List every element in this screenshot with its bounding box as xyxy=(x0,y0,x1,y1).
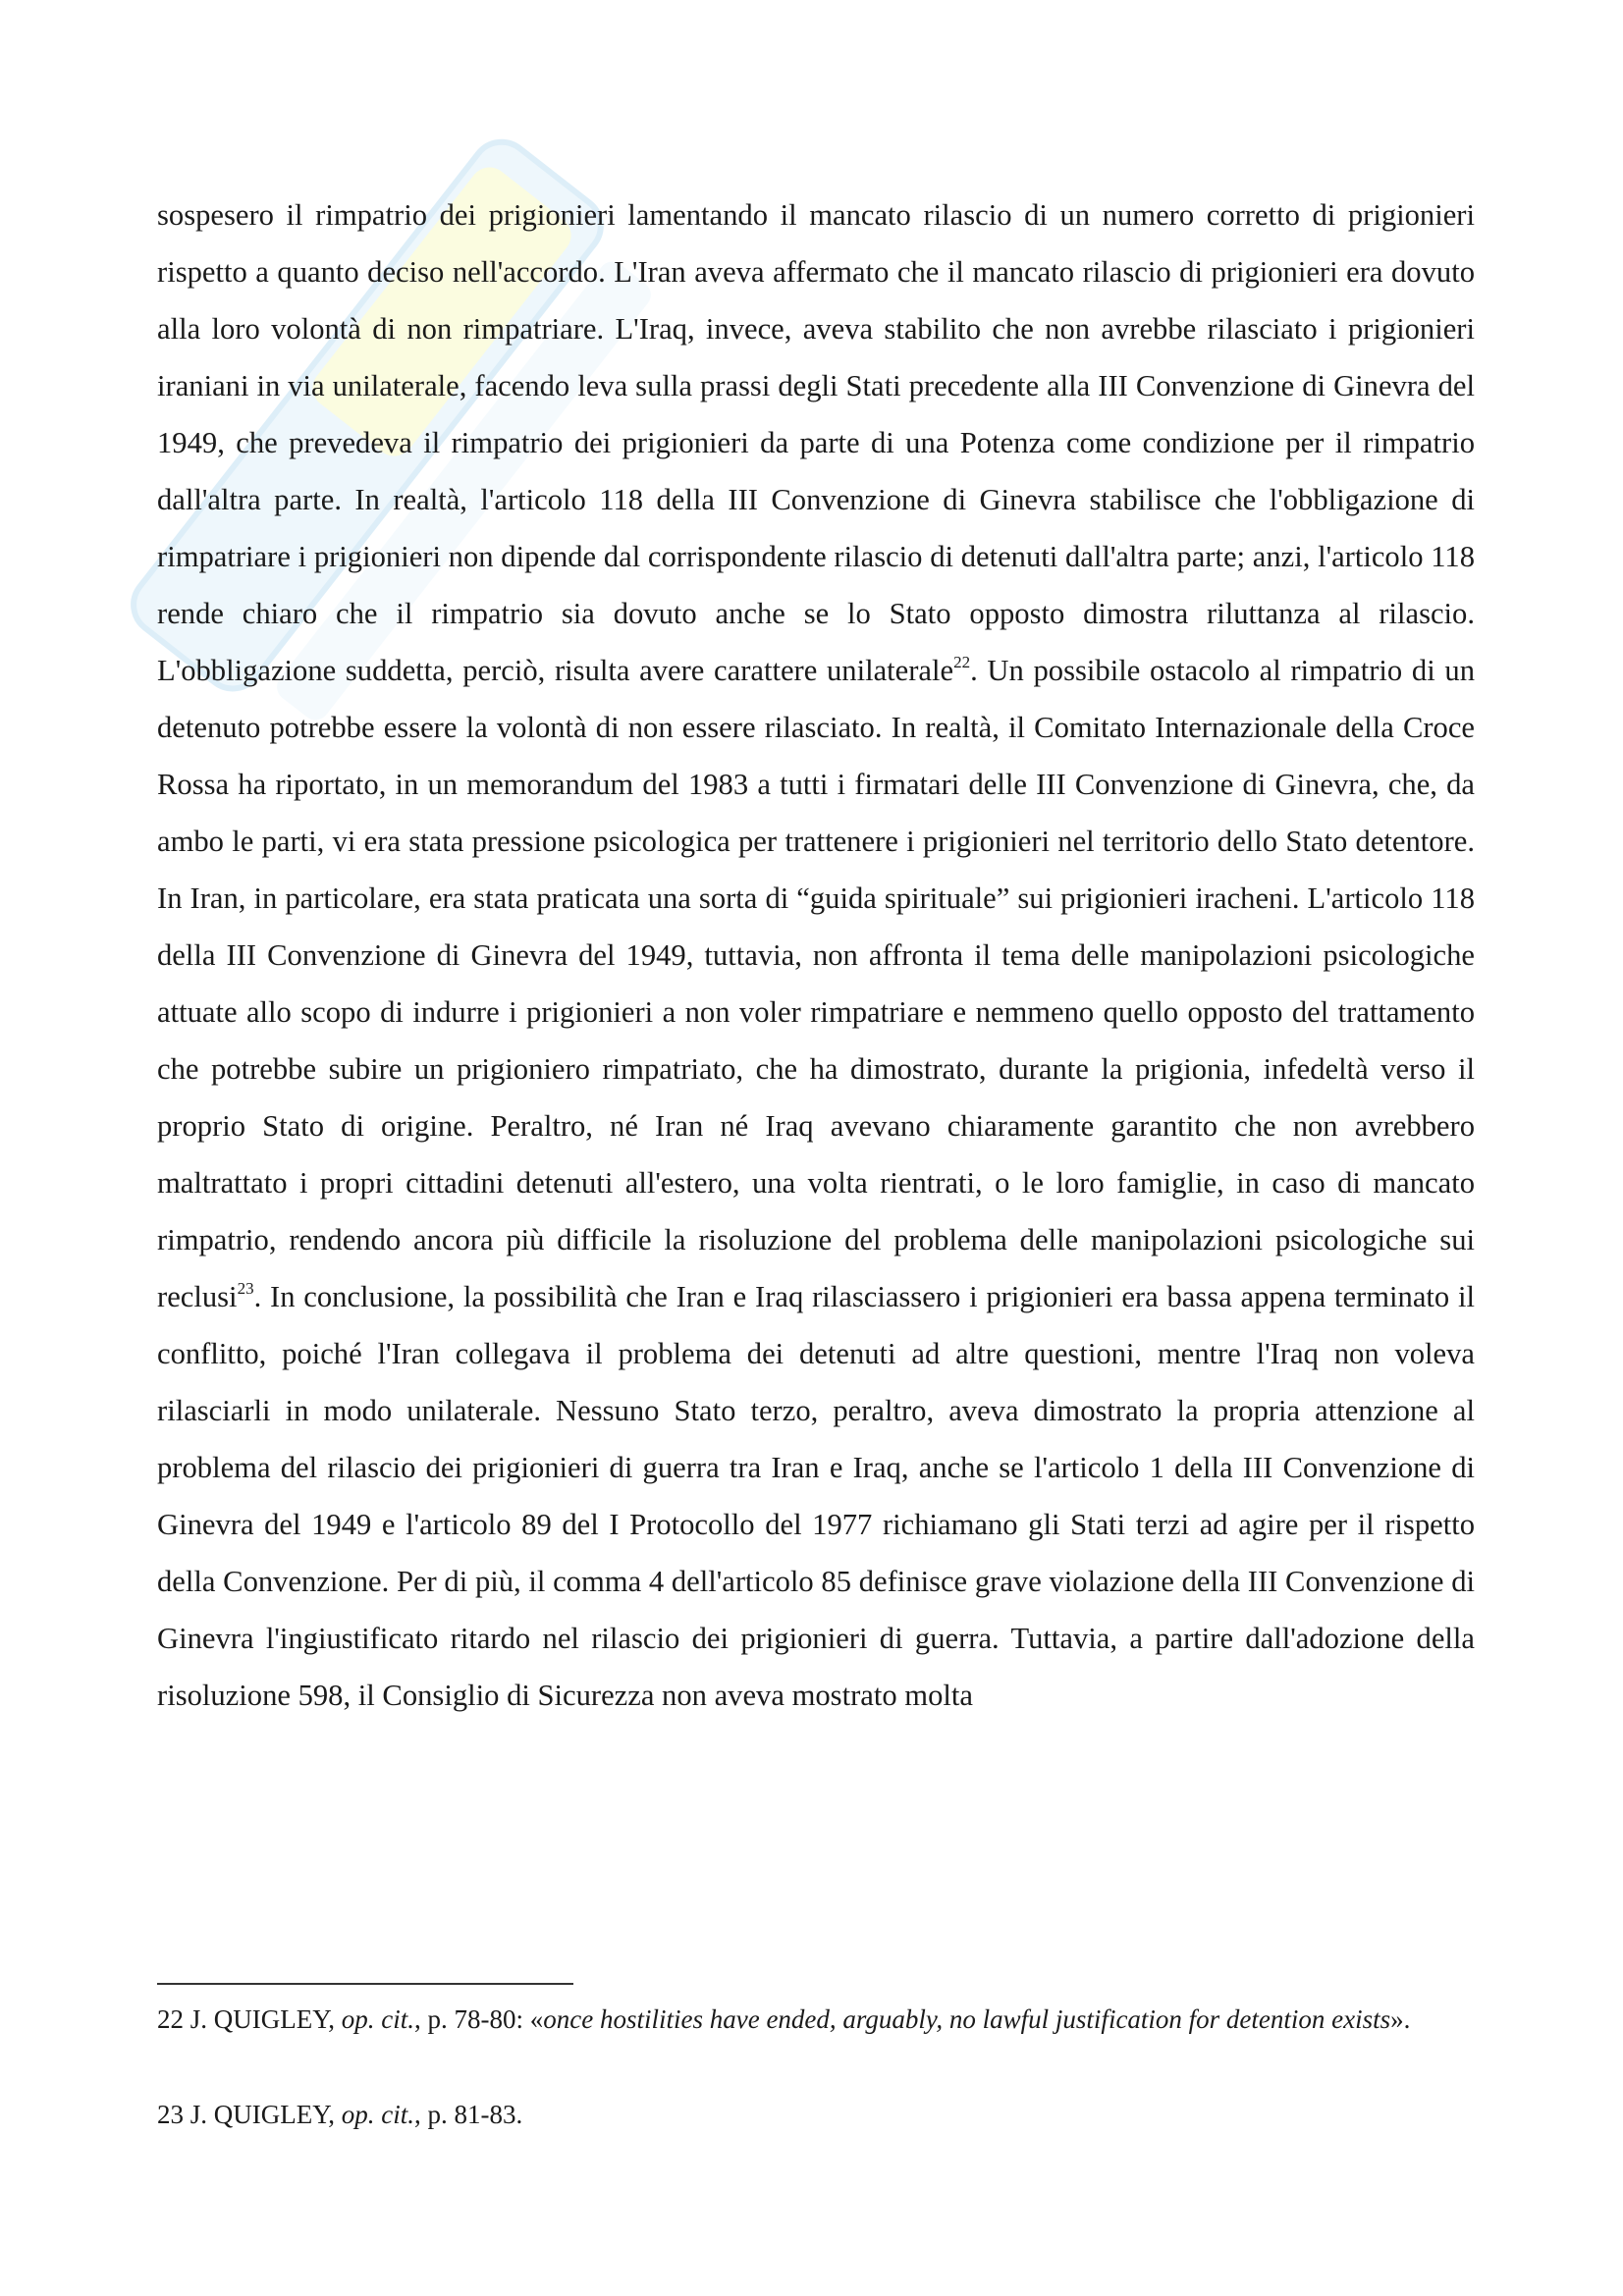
footnote-pages: , p. 81-83. xyxy=(414,2100,523,2129)
footnote-author: J. QUIGLEY, xyxy=(189,2004,335,2034)
footnote-quote: once hostilities have ended, arguably, no lawful justification for detention exists xyxy=(543,2004,1391,2034)
footnote-op-cit: op. cit. xyxy=(341,2100,414,2129)
footnote-23 xyxy=(157,2098,1475,2131)
footnote-close: ». xyxy=(1390,2004,1411,2034)
footnote-ref-23[interactable]: 23 xyxy=(237,1279,254,1298)
footnote-separator xyxy=(157,1983,573,1985)
footnote-number: 22 xyxy=(157,2004,184,2034)
footnote-number: 23 xyxy=(157,2100,184,2129)
footnote-ref-22[interactable]: 22 xyxy=(953,653,971,671)
footnote-op-cit: op. cit. xyxy=(341,2004,414,2034)
body-text-segment-2: . Un possibile ostacolo al rimpatrio di un detenuto potrebbe essere la volontà di non essere rilasciato. In realtà, il Comitato Internazionale della Croce Rossa ha riportato, in un memorandum del 1983 a tutti i firmatari delle III Convenzione di Ginevra, che, da ambo le parti, vi era stata pressione psicologica per trattenere i prigionieri nel territorio dello Stato detentore. In Iran, in particolare, era stata praticata una sorta di “guida spirituale” sui prigionieri iracheni. L'articolo 118 della III Convenzione di Ginevra del 1949, tuttavia, non affronta il tema delle manipolazioni psicologiche attuate allo scopo di indurre i prigionieri a non voler rimpatriare e nemmeno quello opposto del trattamento che potrebbe subire un prigioniero rimpatriato, che ha dimostrato, durante la prigionia, infedeltà verso il proprio Stato di origine. Peraltro, né Iran né Iraq avevano chiaramente garantito che non avrebbero maltrattato i propri cittadini detenuti all'estero, una volta rientrati, o le loro famiglie, in caso di mancato rimpatrio, rendendo ancora più difficile la risoluzione del problema delle manipolazioni psicologiche sui reclusi xyxy=(157,654,1475,1313)
footnote-author: J. QUIGLEY, xyxy=(189,2100,335,2129)
body-paragraph xyxy=(157,187,1475,1724)
body-text-segment-3: . In conclusione, la possibilità che Iran e Iraq rilasciassero i prigionieri era bassa appena terminato il conflitto, poiché l'Iran collegava il problema dei detenuti ad altre questioni, mentre l'Iraq non voleva rilasciarli in modo unilaterale. Nessuno Stato terzo, peraltro, aveva dimostrato la propria attenzione al problema del rilascio dei prigionieri di guerra tra Iran e Iraq, anche se l'articolo 1 della III Convenzione di Ginevra del 1949 e l'articolo 89 del I Protocollo del 1977 richiamano gli Stati terzi ad agire per il rispetto della Convenzione. Per di più, il comma 4 dell'articolo 85 definisce grave violazione della III Convenzione di Ginevra l'ingiustificato ritardo nel rilascio dei prigionieri di guerra. Tuttavia, a partire dall'adozione della risoluzione 598, il Consiglio di Sicurezza non aveva mostrato molta xyxy=(157,1280,1475,1712)
body-text-segment-1: sospesero il rimpatrio dei prigionieri lamentando il mancato rilascio di un numero corretto di prigionieri rispetto a quanto deciso nell'accordo. L'Iran aveva affermato che il mancato rilascio di prigionieri era dovuto alla loro volontà di non rimpatriare. L'Iraq, invece, aveva stabilito che non avrebbe rilasciato i prigionieri iraniani in via unilaterale, facendo leva sulla prassi degli Stati precedente alla III Convenzione di Ginevra del 1949, che prevedeva il rimpatrio dei prigionieri da parte di una Potenza come condizione per il rimpatrio dall'altra parte. In realtà, l'articolo 118 della III Convenzione di Ginevra stabilisce che l'obbligazione di rimpatriare i prigionieri non dipende dal corrispondente rilascio di detenuti dall'altra parte; anzi, l'articolo 118 rende chiaro che il rimpatrio sia dovuto anche se lo Stato opposto dimostra riluttanza al rilascio. L'obbligazione suddetta, perciò, risulta avere carattere unilaterale xyxy=(157,198,1475,687)
footnote-pages: , p. 78-80: « xyxy=(414,2004,544,2034)
footnote-22 xyxy=(157,2002,1475,2036)
